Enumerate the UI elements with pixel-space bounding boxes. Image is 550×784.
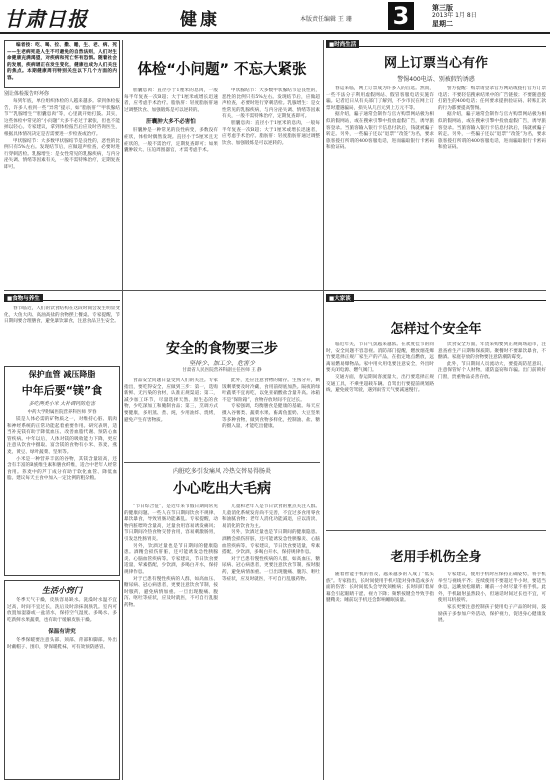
article5-body2: 另外，饮酒过量也是节日期间的健康隐患。酒精会损伤肝脏，还可能诱发急性胰腺炎、心脑血管疾病等。专家建议，节日饮食要适量，荤素搭配，少饮酒，多喝白开水，保持规律作息。 — [124, 543, 218, 575]
article6-body4: 此外，节日期间人员流动大，要提高防范意识，注意保管好个人财物，谨防盗窃和诈骗。出门前锁好门窗，贵重物品妥善存放。 — [438, 361, 546, 380]
article4-col-right — [222, 378, 320, 458]
article5-kicker-area — [124, 466, 320, 476]
article5-body3-cont: 对于已患有慢性疾病的人群，如高血压、糖尿病、冠心病患者，更要注意饮食节制，按时服药，避免病情加重。一旦出现腹痛、腹泻、呕吐等症状，应及时就医，不可自行乱服药物。 — [222, 556, 320, 582]
article3-side-subhead: 保温有讲究 — [48, 629, 76, 636]
article2-tag-row — [326, 40, 546, 48]
weekday-line: 星期二 — [432, 20, 453, 28]
article3-box-headline2: 中年后要“镁”食 — [21, 384, 103, 397]
date-line: 2013年 1月 8日 — [432, 12, 477, 19]
article3-side-body2: 冬季保暖要注意头部、颈部、背部和脚部。外出时戴帽子、围巾，穿保暖鞋袜，可有效预防感冒。 — [7, 638, 117, 650]
article5-kicker: 内脏吃多引发痛风 冷热交替易得肠炎 — [173, 468, 271, 475]
article2-body2: 据介绍，骗子通常会制作与官方购票网站极为相似的假网站，或在搜索引擎中投放虚假广告，诱导旅客登录。当旅客输入银行卡信息付款后，钱就被骗子转走。另外，一些骗子还以“退票”“改签”为名，要求旅客拨打所谓的400客服电话，进而骗取银行卡密码和验证码。 — [326, 112, 434, 151]
article6-col-left — [326, 342, 434, 526]
article5-col-right — [222, 504, 320, 780]
article5-headline: 小心吃出大毛病 — [173, 481, 271, 497]
article1-subhead2: 肝囊肿大多不必害怕 — [146, 119, 196, 126]
page-number-box: 3 — [388, 2, 414, 30]
article1-col-right — [222, 88, 320, 286]
article5-body1: “节日综合征”，是近年来节假日期间常见的健康问题。一些人在节日期间饮食不规律、暴饮暴食，导致胃肠功能紊乱。专家提醒，动物内脏嘌呤含量高，过量食用容易诱发痛风；节日期间冷热食物交替食用，容易刺激肠胃，引发急性肠胃炎。 — [124, 504, 218, 542]
article2-headline: 网上订票当心有作 — [383, 56, 488, 71]
article3-feature-box — [4, 366, 120, 576]
article1-body2: 甲状腺结节：大多数甲状腺结节是良性的，恶性的比例只有5%左右。发现结节后，应做超声检查，必要时进行穿刺活检。乳腺增生：是女性常见的乳腺疾病，与内分泌失调、情绪等因素有关，一般不需特殊治疗，定期复查即可。 — [4, 138, 120, 170]
article6-tag-row — [326, 294, 546, 302]
article6-body2: 交通方面，春运期间客流量大，出行要选择正规交通工具，不乘坐超载车辆。自驾出行要提前规划路线，避免疲劳驾驶，遇到雨雪天气要减速慢行。 — [326, 374, 434, 394]
article3-tag-row — [4, 294, 120, 302]
article4-body1: 食品安全问题日益受到人们的关注。专家指出，要吃得安全，应做到三步：第一，选购新鲜、无污染的食材，认准正规渠道；第二，减少加工环节，尽量选择天然、原生态的食物，少吃深加工和腌制食品；第三，烹调方式要健康，多用蒸、煮、炖，少用油炸、烧烤，避免产生有害物质。 — [124, 378, 218, 423]
article2-body2-cont: 据介绍，骗子通常会制作与官方购票网站极为相似的假网站，或在搜索引擎中投放虚假广告，诱导旅客登录。当旅客输入银行卡信息付款后，钱就被骗子转走。另外，一些骗子还以“退票”“改签”为名，要求旅客拨打所谓的400客服电话，进而骗取银行卡密码和验证码。 — [438, 112, 546, 151]
article1-body3-cont: 胆囊息肉：直径小于1厘米的息肉，一般每半年复查一次B超；大于1厘米或增长迅速者，应考虑手术治疗。脂肪肝：轻度脂肪肝通过调整饮食、加强锻炼是可以逆转的。 — [222, 120, 320, 146]
article4-body2: 此外，还应注意食物的储存。生熟分开，剩饭剩菜要及时冷藏，食用前彻底加热。隔夜的绿叶蔬菜不宜再吃，以免亚硝酸盐含量升高。冰箱不是“保险箱”，食物存放时间不宜过长。 — [222, 378, 320, 403]
article3-box-body: 镁是人体必需的矿物质之一，对维持心脏、肌肉和神经系统的正常功能起着重要作用。研究表明，适当补充镁有助于降低血压、改善血脂代谢、预防心血管疾病。中年以后，人体对镁的吸收能力下降，更应注意从饮食中摄取。富含镁的食物有小米、荞麦、燕麦、黄豆、绿叶蔬菜、坚果等。 — [7, 417, 117, 455]
article3-intro: 春节临近，人们的饮食结构在这段时间会发生明显变化，大鱼大肉、高油高盐的食物摆上餐桌。专家提醒，节日期间要合理膳食，避免暴饮暴食，注意食品卫生安全。 — [4, 306, 120, 325]
article7-body2: 专家建议，使用手机时应保持正确姿势，将手机举至与视线平齐；连续使用不要超过半小时，要适当休息，远眺放松眼睛；睡前一小时尽量不看手机。此外，手机辐射虽然较小，但通话时间过长也不宜，可使用耳机接听。 — [438, 572, 546, 604]
article5-body3: 对于已患有慢性疾病的人群，如高血压、糖尿病、冠心病患者，更要注意饮食节制，按时服药，避免病情加重。一旦出现腹痛、腹泻、呕吐等症状，应及时就医，不可自行乱服药物。 — [124, 576, 218, 608]
masthead — [0, 0, 550, 34]
article1-subhead: 别让体检报告吓坏你 — [4, 91, 50, 97]
editor-note-box — [4, 40, 120, 88]
article3-intro-area — [4, 306, 120, 364]
article7-body3: 家长更要注意控制孩子使用电子产品的时间，鼓励孩子多参加户外活动，保护视力，促进身心健康发展。 — [438, 604, 546, 624]
article6-headline-area — [326, 318, 546, 338]
article7-headline: 老用手机伤全身 — [390, 550, 482, 565]
article1-body3: 胆囊息肉：直径小于1厘米的息肉，一般每半年复查一次B超；大于1厘米或增长迅速者，应考虑手术治疗。脂肪肝：轻度脂肪肝通过调整饮食、加强锻炼是可以逆转的。 — [124, 88, 218, 113]
article2-subhead-area — [326, 74, 546, 84]
article1-headline: 体检“小问题” 不忘大紧张 — [137, 62, 307, 78]
article6-body3: 饮食安全方面，年货采购要到正规商场超市，注意查看生产日期和保质期。聚餐时不要暴饮暴食，不酗酒。家庭存放的食物要注意防潮防霉变。 — [438, 342, 546, 361]
article1-col-left — [4, 90, 120, 286]
article3-box-source: 中药大学附属医院营养科医师 罗春 — [27, 410, 97, 415]
article1-body4: 肝囊肿是一种常见的良性病变，多数没有症状，体检时偶然发现。直径小于5厘米且无症状的，一般不需治疗，定期复查即可；如果囊肿较大、压迫周围器官，才需考虑手术。 — [124, 128, 218, 154]
article5-body2-cont: 另外，饮酒过量也是节日期间的健康隐患。酒精会损伤肝脏，还可能诱发急性胰腺炎、心脑血管疾病等。专家建议，节日饮食要适量，荤素搭配，少饮酒，多喝白开水，保持规律作息。 — [222, 530, 320, 556]
article4-body3: 专家强调，均衡膳食是健康的基础。每天应摄入谷薯类、蔬菜水果、畜禽鱼蛋奶、大豆坚果等多种食物，做到食物多样化，控制油、盐、糖的摄入量，才能吃出健康。 — [222, 404, 320, 430]
article4-subhead: 坚持少、加工少、危害少 — [188, 360, 255, 367]
article5-headline-area — [124, 478, 320, 502]
article4-source: 甘肃省人民医院营养科副主任医师 王 静 — [182, 368, 262, 373]
article4-col-left — [124, 378, 218, 458]
article6-headline: 怎样过个安全年 — [390, 322, 482, 337]
article3-side-headline: 生活小窍门 — [42, 586, 82, 595]
article2-body1: 春运来临，网上订票成为许多人的首选。然而，一些不法分子利用虚假网站、假冒客服电话实施诈骗。记者近日从有关部门了解到，不少市民在网上订票时遭遇骗局，损失从几百元到上万元不等。 — [326, 86, 434, 111]
article3-tag: ■食物与养生 — [4, 294, 43, 302]
article2-headline-area — [326, 52, 546, 76]
page-label: 第三版 — [432, 4, 453, 12]
article1-headline-area — [124, 58, 320, 84]
article1-body1: 每到年底，单位组织体检的人越来越多。拿到体检报告，许多人看到一些“异常”提示，如“脂肪肝”“甲状腺结节”“乳腺增生”“胆囊息肉”等，心里就开始打鼓。其实，这些体检中常见的“小问题”大多不必过于紧张，但也不能掉以轻心。专家建议，拿到体检报告后应及时咨询医生，根据具体情况决定是否需要进一步检查或治疗。 — [4, 99, 120, 137]
article4-subhead-area — [124, 358, 320, 376]
article3-side-box — [4, 580, 120, 780]
article3-box-headline1: 保护血管 减压降脂 — [28, 370, 96, 379]
editor-note-text: 编者按：吃、喝、拉、撒、睡，生、老、病、死——生老病死是人生不可避免的自然法则，人们对生命健康充满渴望，对疾病和死亡怀有恐惧。随着社会的发展，疾病谱正在发生变化，健康也成为人们关注的焦点。本期健康周刊特别关注以下几个方面的内容。 — [7, 43, 117, 81]
article2-body3: 警方提醒：购票请登录官方网站或拨打官方订票电话；不要轻信搜索结果中的广告链接；不要随意拨打陌生的400电话；任何要求提供验证码、转账汇款的行为都要提高警惕。 — [438, 86, 546, 111]
article4-headline: 安全的食物要三步 — [166, 341, 278, 357]
article2-col-left — [326, 86, 434, 286]
article7-headline-area — [326, 546, 546, 568]
article5-col-left — [124, 504, 218, 780]
article2-subhead: 警惕400电话、别被假钓诱惑 — [397, 76, 475, 83]
article7-col-right — [438, 572, 546, 780]
article3-body1: 小米是一种营养丰富的谷物，其镁含量较高，还含有丰富的B族维生素和膳食纤维，适合中老年人经常食用。荞麦中的芦丁成分有助于软化血管、降低血脂。建议每天主食中加入一定比例的粗杂粮。 — [7, 456, 117, 482]
article2-tag: ■时尚生活 — [326, 40, 359, 48]
editors-line: 本版责任编辑 王 珊 — [300, 16, 352, 23]
article3-side-body: 冬季天气干燥，皮肤容易缺水。洗澡时水温不宜过高，时间不宜过长，洗后及时涂抹润肤乳。室内可放置加湿器或一盆清水，保持空气湿度。多喝水、多吃新鲜水果蔬菜，也有助于缓解皮肤干燥。 — [7, 598, 117, 623]
section-title: 健康 — [180, 10, 220, 30]
article7-body1: 随着智能手机的普及，越来越多的人成了“低头族”。专家指出，长时间使用手机可能对身体造成多方面的伤害：长时间低头会导致颈椎病；长时间盯着屏幕会引起眼睛干涩、视力下降；频繁按键会导致手指腱鞘炎；睡前玩手机还会影响睡眠质量。 — [326, 572, 434, 604]
article7-col-left — [326, 572, 434, 780]
article2-col-right — [438, 86, 546, 286]
date-block — [432, 4, 542, 28]
article6-tag: ■大家谈 — [326, 294, 354, 302]
article5-body4: 儿童和老年人是节日饮食的重点关注人群。儿童消化系统发育尚不完善，不宜过多食用零食和油腻食物；老年人消化功能减退，应以清淡、易消化的饮食为主。 — [222, 504, 320, 529]
article1-col-mid — [124, 88, 218, 286]
article4-headline-area — [124, 338, 320, 358]
newspaper-logo: 甘肃日报 — [4, 7, 88, 31]
article6-body1: 临近年关，节日气氛越来越浓。在欢度佳节的同时，安全问题不容忽视。消防部门提醒，燃放烟花爆竹要选择正规厂家生产的产品，在指定地点燃放，远离易燃易爆物品。家中用火用电要注意安全，外出时要关闭电源、燃气阀门。 — [326, 342, 434, 374]
article1-body1-cont: 甲状腺结节：大多数甲状腺结节是良性的，恶性的比例只有5%左右。发现结节后，应做超声检查，必要时进行穿刺活检。乳腺增生：是女性常见的乳腺疾病，与内分泌失调、情绪等因素有关，一般不需特殊治疗，定期复查即可。 — [222, 88, 320, 120]
article3-box-subhead: 多吃两类小米 大补调钙防危害 — [28, 401, 96, 407]
article6-col-right — [438, 342, 546, 526]
